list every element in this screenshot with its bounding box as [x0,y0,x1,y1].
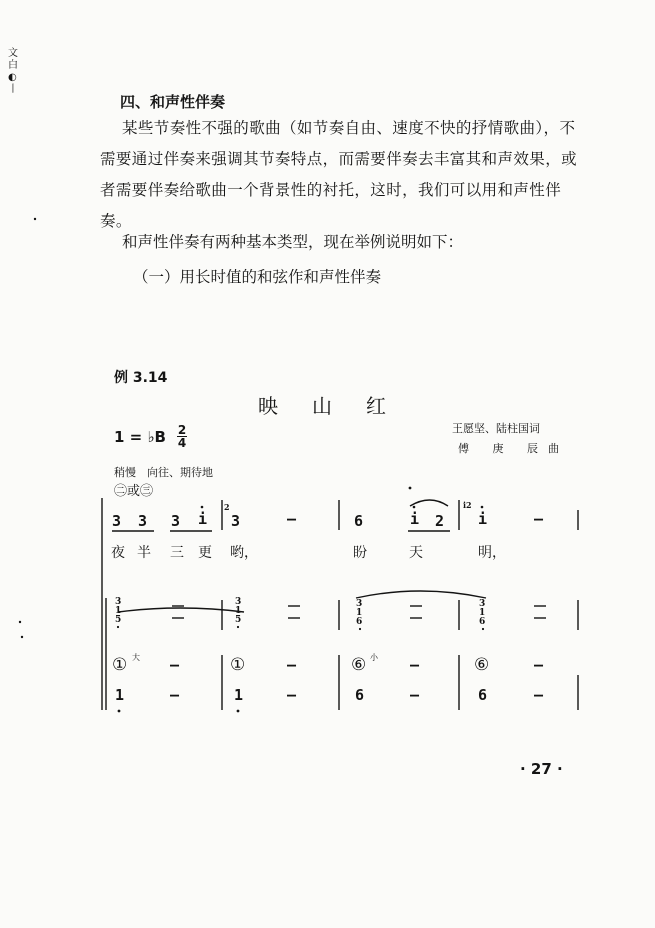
melody-note: 6 [354,512,364,530]
instrument-marking: ㊁或㊂ [114,484,154,499]
lyricist-credit: 王愿坚、陆柱国词 [452,422,540,435]
lyric-syllable: 三 [170,545,184,561]
melody-note: 3 [138,512,148,530]
example-label: 例 3.14 [114,370,168,386]
low-dot [237,710,240,713]
melody-note: 2 [435,512,445,530]
page-number: · 27 · [520,760,563,778]
low-bass-note: 1 [234,686,244,704]
bass-mark: 小 [370,653,378,662]
low-dot [482,628,484,630]
tempo-marking: 稍慢 向往、期待地 [114,466,213,479]
low-bass-dash: – [170,686,180,704]
paragraph-2: 和声性伴奏有两种基本类型，现在举例说明如下： [122,233,464,251]
stray-mark [409,487,412,490]
paragraph-3: （一）用长时值的和弦作和声性伴奏 [133,268,382,286]
high-dot [481,506,484,509]
low-dot [117,626,119,628]
chord-stack: 3 1 6 [479,599,486,627]
grace-note: i2 [463,500,472,510]
low-bass-note: 6 [355,686,365,704]
low-bass-dash: – [534,686,544,704]
grace-note: 2 [224,502,230,512]
low-dot [237,626,239,628]
bass-note: ① [230,655,246,675]
low-dot [359,628,361,630]
bass-dash: – [170,656,180,674]
melody-note: 3 [171,512,181,530]
low-bass-dash: – [410,686,420,704]
bass-dash: – [410,656,420,674]
low-bass-dash: – [287,686,297,704]
high-dot [413,506,416,509]
melody-dash: – [287,510,297,528]
chord-stack: 3 1 6 [356,599,363,627]
lyric-syllable: 天 [409,545,423,561]
melody-note: i [478,510,488,528]
song-title: 映山红 [258,394,420,418]
lyric-syllable: 盼 [353,545,367,561]
bass-dash: – [287,656,297,674]
melody-dash: – [534,510,544,528]
low-bass-note: 6 [478,686,488,704]
stray-mark [34,218,36,220]
composer-credit: 傅 庚 辰曲 [458,442,569,455]
melody-note: 3 [231,512,241,530]
tie [410,500,448,506]
lyric-syllable: 明， [478,545,506,561]
time-denominator: 4 [177,436,187,450]
time-numerator: 2 [177,423,187,437]
key-signature: 1 = ♭B [114,428,166,446]
lyric-syllable: 半 [137,545,151,561]
low-dot [118,710,121,713]
margin-mark: 文 白 ◐ 丨 [8,48,18,95]
bass-note: ⑥ [474,655,490,675]
lyric-syllable: 哟， [230,545,258,561]
bass-mark: 大 [132,653,140,662]
section-heading: 四、和声性伴奏 [120,93,226,111]
bass-note: ⑥ [351,655,367,675]
high-dot [201,506,204,509]
lyric-syllable: 夜 [111,545,125,561]
melody-note: i [198,510,208,528]
bass-note: ① [112,655,128,675]
chord-stack: 3 1 5 [235,597,242,625]
tie [356,591,486,598]
melody-note: i [410,510,420,528]
low-bass-note: 1 [115,686,125,704]
chord-stack: 3 1 5 [115,597,122,625]
paragraph-1: 某些节奏性不强的歌曲（如节奏自由、速度不快的抒情歌曲），不需要通过伴奏来强调其节奏特点，而需要伴奏去丰富其和声效果，或者需要伴奏给歌曲一个背景性的衬托，这时，我们可以用和声性伴奏。 [100,119,578,230]
stray-mark [19,621,21,623]
tie [118,608,244,612]
stray-mark [21,636,23,638]
melody-note: 3 [112,512,122,530]
lyric-syllable: 更 [198,545,212,561]
bass-dash: – [534,656,544,674]
